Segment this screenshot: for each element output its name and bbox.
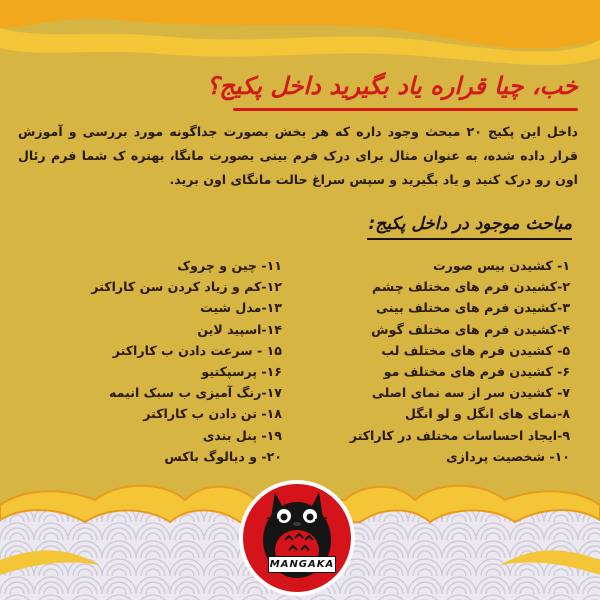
list-item: ۱۹- پنل بندی (202, 427, 282, 443)
list-item: ۹-ایجاد احساسات مختلف در کاراکتر (349, 427, 570, 443)
list-item: ۴-کشیدن فرم های مختلف گوش (371, 321, 570, 337)
list-item: ۲۰- و دیالوگ باکس (164, 448, 282, 464)
list-item: ۶- کشیدن فرم های مختلف مو (383, 363, 570, 379)
topics-list-left (42, 255, 282, 467)
title-underline (233, 108, 578, 111)
topics-subtitle: مباحث موجود در داخل پکیج: (368, 214, 572, 234)
list-item: ۱۶- پرسپکتیو (201, 363, 282, 379)
subtitle-underline (367, 238, 572, 240)
list-item: ۱۸- تن دادن ب کاراکتر (143, 406, 282, 422)
list-item: ۷- کشیدن سر از سه نمای اصلی (371, 385, 570, 401)
page-title: خب، چیا قراره یاد بگیرید داخل پکیج؟ (206, 72, 578, 100)
topics-list-right (320, 255, 570, 467)
intro-paragraph: داخل این پکیج ۲۰ مبحث وجود داره که هر بخش بصورت جداگونه مورد بررسی و آموزش قرار داده شده، به عنوان مثال برای درک فرم بینی بصورت مانگا، بهتره ک شما فرم رئال اون رو درک کنید و یاد بگیرید و سپس سراغ حالت مانگای اون برید. (18, 124, 578, 187)
mangaka-logo (237, 478, 357, 598)
list-item: ۱۷-رنگ آمیزی ب سبک انیمه (109, 385, 282, 401)
list-item: ۱۲-کم و زیاد کردن سن کاراکتر (91, 279, 282, 295)
list-item: ۱۰- شخصیت پردازی (446, 448, 570, 464)
list-item: ۵- کشیدن فرم های مختلف لب (381, 342, 570, 358)
list-item: ۱۴-اسپید لاین (197, 321, 282, 337)
list-item: ۱- کشیدن بیس صورت (432, 258, 570, 273)
logo-text: MANGAKA (268, 556, 336, 573)
list-item: ۳-کشیدن فرم های مختلف بینی (376, 300, 570, 316)
list-item: ۸-نمای های انگل و لو انگل (405, 406, 570, 422)
list-item: ۱۱- چین و چروک (177, 258, 282, 273)
list-item: ۱۳-مدل شیت (200, 300, 282, 316)
list-item: ۱۵ - سرعت دادن ب کاراکتر (112, 342, 282, 358)
list-item: ۲-کشیدن فرم های مختلف چشم (372, 279, 570, 295)
